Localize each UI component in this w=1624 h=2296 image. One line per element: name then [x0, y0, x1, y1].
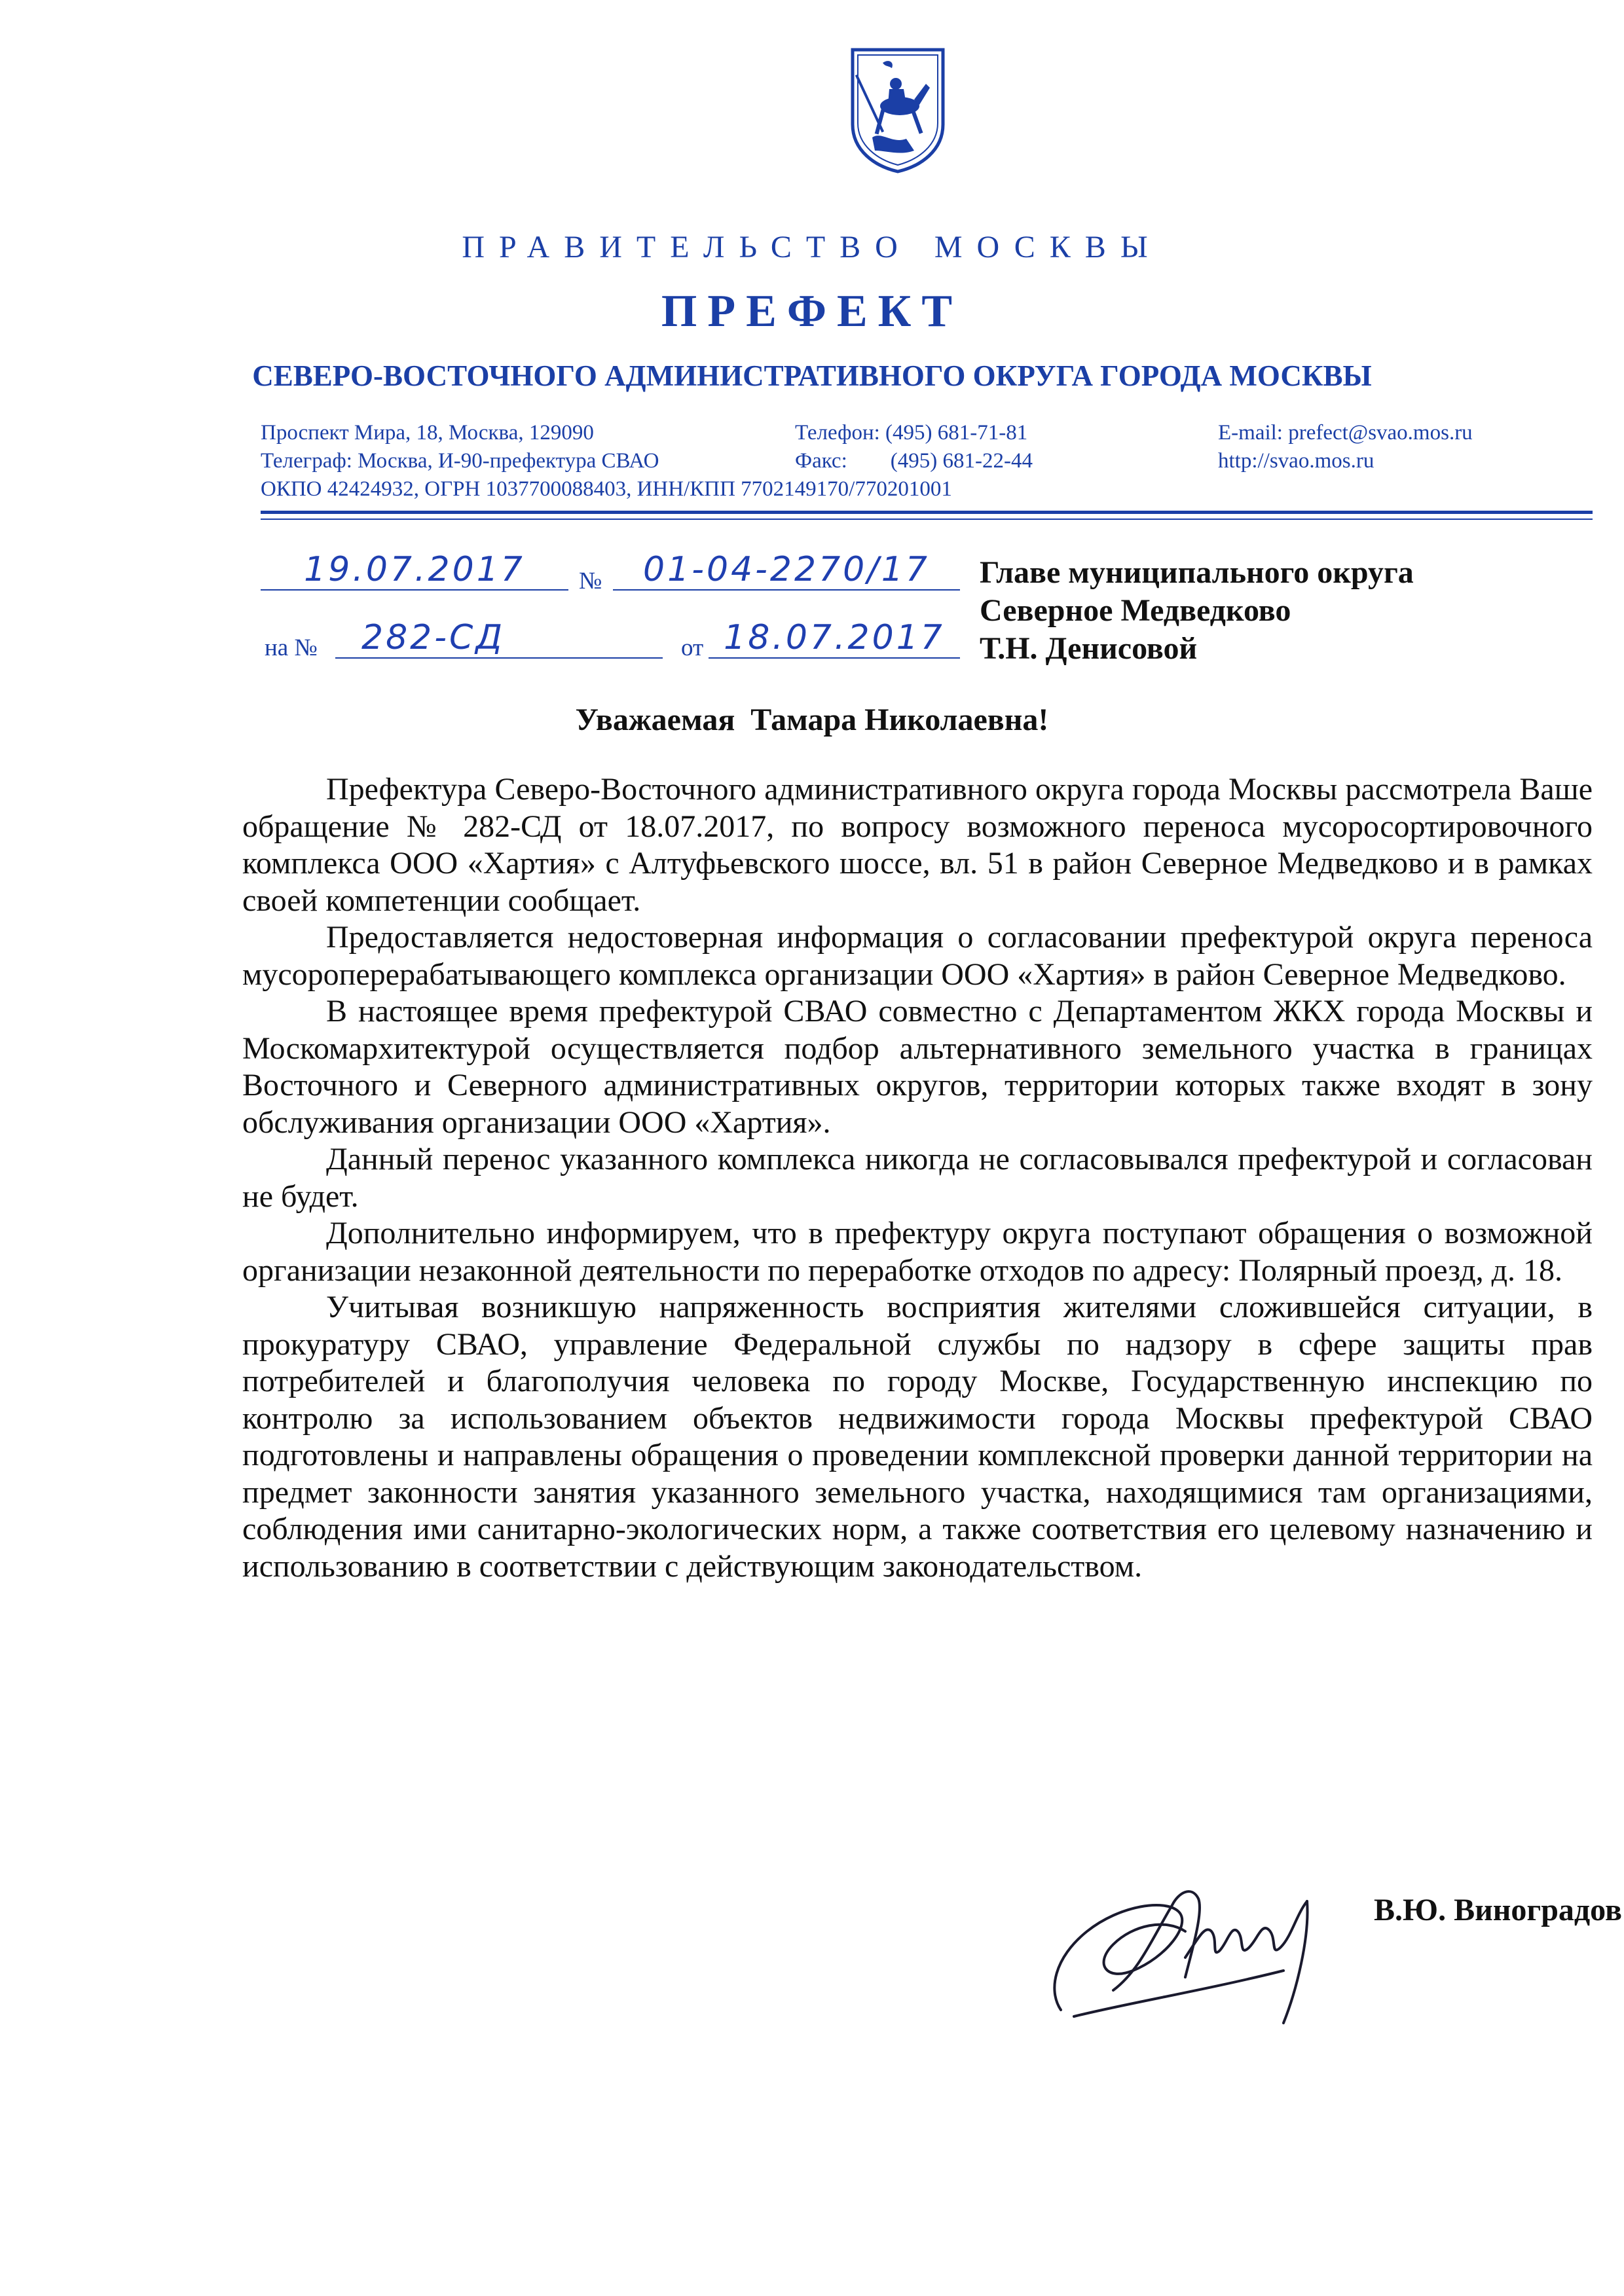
handwritten-signature: [1035, 1859, 1375, 2030]
phone-block: [795, 419, 1033, 475]
website-address: http://svao.mos.ru: [1218, 449, 1375, 473]
addressee-block: [980, 554, 1414, 668]
reply-number-label: на №: [265, 634, 318, 661]
registration-codes: ОКПО 42424932, ОГРН 1037700088403, ИНН/КПП 7702149170/770201001: [261, 477, 952, 501]
letter-body: [242, 771, 1593, 1585]
header-divider-thin: [261, 519, 1593, 520]
header-divider-thick: [261, 511, 1593, 514]
fax-number: Факс: (495) 681-22-44: [795, 449, 1033, 473]
reply-number-field: 282-СД: [335, 618, 663, 659]
addressee-position: Главе муниципального округа: [980, 555, 1414, 590]
phone-number: Телефон: (495) 681-71-81: [795, 421, 1028, 445]
telegraph-address: Телеграф: Москва, И-90-префектура СВАО: [261, 449, 659, 473]
web-block: [1218, 419, 1473, 475]
addressee-district: Северное Медведково: [980, 593, 1291, 628]
body-paragraph: Префектура Северо-Восточного административного округа города Москвы рассмотрела Ваше обращение № 282-СД от 18.07.2017, по вопросу возможного переноса мусоросортировочного комплекса ООО «Хартия» с Алтуфьевского шоссе, вл. 51 в район Северное Медведково и в рамках своей компетенции сообщает.: [242, 772, 1593, 918]
moscow-coat-of-arms-icon: [849, 46, 947, 174]
salutation: Уважаемая Тамара Николаевна!: [575, 702, 1049, 737]
body-paragraph: Данный перенос указанного комплекса никогда не согласовывался префектурой и согласован не будет.: [242, 1142, 1593, 1214]
body-paragraph: Предоставляется недостоверная информация о согласовании префектурой округа переноса мусороперерабатывающего комплекса организации ООО «Хартия» в район Северное Медведково.: [242, 920, 1593, 992]
reply-date-field: 18.07.2017: [709, 618, 960, 659]
postal-address: Проспект Мира, 18, Москва, 129090: [261, 421, 594, 445]
number-label: №: [579, 568, 602, 594]
body-paragraph: Дополнительно информируем, что в префектуру округа поступают обращения о возможной организации незаконной деятельности по переработке отходов по адресу: Полярный проезд, д. 18.: [242, 1216, 1593, 1288]
signer-name: В.Ю. Виноградов: [1374, 1893, 1622, 1927]
body-paragraph: Учитывая возникшую напряженность восприятия жителями сложившейся ситуации, в прокуратуру СВАО, управление Федеральной службы по надзору в сфере защиты прав потребителей и благополучия человека по городу Москве, Государственную инспекцию по контролю за использованием объектов недвижимости города Москвы префектурой СВАО подготовлены и направлены обращения о проведении комплексной проверки данной территории на предмет законности занятия указанного земельного участка, находящимися там организациями, соблюдения ими санитарно-экологических норм, а также соответствия его целевому назначению и использованию в соответствии с действующим законодательством.: [242, 1290, 1593, 1584]
prefect-heading: ПРЕФЕКТ: [661, 286, 963, 337]
outgoing-date-field: 19.07.2017: [261, 550, 568, 591]
district-heading: СЕВЕРО-ВОСТОЧНОГО АДМИНИСТРАТИВНОГО ОКРУГА ГОРОДА МОСКВЫ: [252, 359, 1372, 392]
outgoing-number-field: 01-04-2270/17: [613, 550, 960, 591]
addressee-name: Т.Н. Денисовой: [980, 631, 1198, 666]
email-address: E-mail: prefect@svao.mos.ru: [1218, 421, 1473, 445]
from-label: от: [681, 634, 704, 661]
body-paragraph: В настоящее время префектурой СВАО совместно с Департаментом ЖКХ города Москвы и Москомархитектурой осуществляется подбор альтернативного земельного участка в границах Восточного и Северного административных округов, территории которых также входят в зону обслуживания организации ООО «Хартия».: [242, 994, 1593, 1140]
address-block: [261, 419, 659, 475]
government-heading: ПРАВИТЕЛЬСТВО МОСКВЫ: [462, 230, 1162, 264]
